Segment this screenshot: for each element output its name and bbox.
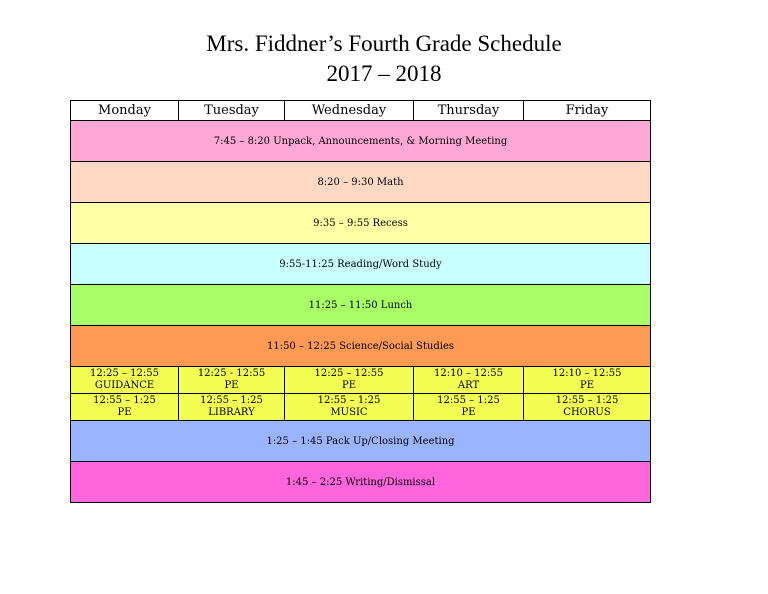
- schedule-row: [71, 203, 651, 244]
- period-math: 8:20 – 9:30 Math: [71, 162, 651, 203]
- specials-time: 12:55 – 1:25: [93, 395, 156, 406]
- schedule-row: [71, 462, 651, 503]
- specials-subject: GUIDANCE: [94, 380, 155, 391]
- specials-subject: ART: [457, 380, 480, 391]
- specials-time: 12:25 - 12:55: [197, 368, 266, 379]
- page-title: Mrs. Fiddner’s Fourth Grade Schedule: [206, 31, 562, 56]
- specials-cell: [285, 394, 414, 421]
- specials-time: 12:55 – 1:25: [437, 395, 500, 406]
- period-recess: 9:35 – 9:55 Recess: [71, 203, 651, 244]
- specials-subject: PE: [117, 407, 132, 418]
- specials-subject: CHORUS: [563, 407, 611, 418]
- specials-time: 12:55 – 1:25: [200, 395, 263, 406]
- specials-cell: [179, 394, 285, 421]
- specials-time: 12:25 – 12:55: [314, 368, 384, 379]
- specials-cell: [285, 367, 414, 394]
- specials-time: 12:10 – 12:55: [552, 368, 622, 379]
- period-reading: 9:55-11:25 Reading/Word Study: [71, 244, 651, 285]
- schedule-row: [71, 285, 651, 326]
- specials-cell: [414, 367, 524, 394]
- specials-subject: PE: [341, 380, 357, 391]
- day-header-tuesday: Tuesday: [179, 101, 285, 121]
- schedule-row: [71, 244, 651, 285]
- schedule-row: [71, 162, 651, 203]
- period-lunch: 11:25 – 11:50 Lunch: [71, 285, 651, 326]
- specials-cell: [524, 367, 651, 394]
- specials-cell: [524, 394, 651, 421]
- schedule-row: [71, 326, 651, 367]
- specials-time: 12:25 – 12:55: [90, 368, 159, 379]
- day-header-friday: Friday: [524, 101, 651, 121]
- specials-time: 12:10 – 12:55: [434, 368, 503, 379]
- specials-subject: MUSIC: [330, 407, 368, 418]
- day-header-thursday: Thursday: [414, 101, 524, 121]
- schedule-table: [70, 100, 651, 503]
- schedule-row: [71, 121, 651, 162]
- specials-cell: [179, 367, 285, 394]
- period-writing-dismissal: 1:45 – 2:25 Writing/Dismissal: [71, 462, 651, 503]
- specials-subject: PE: [579, 380, 595, 391]
- school-year: 2017 – 2018: [326, 61, 442, 86]
- day-header-row: [71, 101, 651, 121]
- specials-cell: [71, 367, 179, 394]
- specials-time: 12:55 – 1:25: [317, 395, 381, 406]
- specials-subject: LIBRARY: [208, 407, 255, 418]
- day-header-monday: Monday: [71, 101, 179, 121]
- period-science: 11:50 – 12:25 Science/Social Studies: [71, 326, 651, 367]
- specials-time: 12:55 – 1:25: [555, 395, 619, 406]
- specials-cell: [414, 394, 524, 421]
- specials-row-2: [71, 394, 651, 421]
- period-closing-meeting: 1:25 – 1:45 Pack Up/Closing Meeting: [71, 421, 651, 462]
- specials-row-1: [71, 367, 651, 394]
- period-morning-meeting: 7:45 – 8:20 Unpack, Announcements, & Morning Meeting: [71, 121, 651, 162]
- specials-cell: [71, 394, 179, 421]
- specials-subject: PE: [461, 407, 476, 418]
- day-header-wednesday: Wednesday: [285, 101, 414, 121]
- schedule-row: [71, 421, 651, 462]
- specials-subject: PE: [224, 380, 239, 391]
